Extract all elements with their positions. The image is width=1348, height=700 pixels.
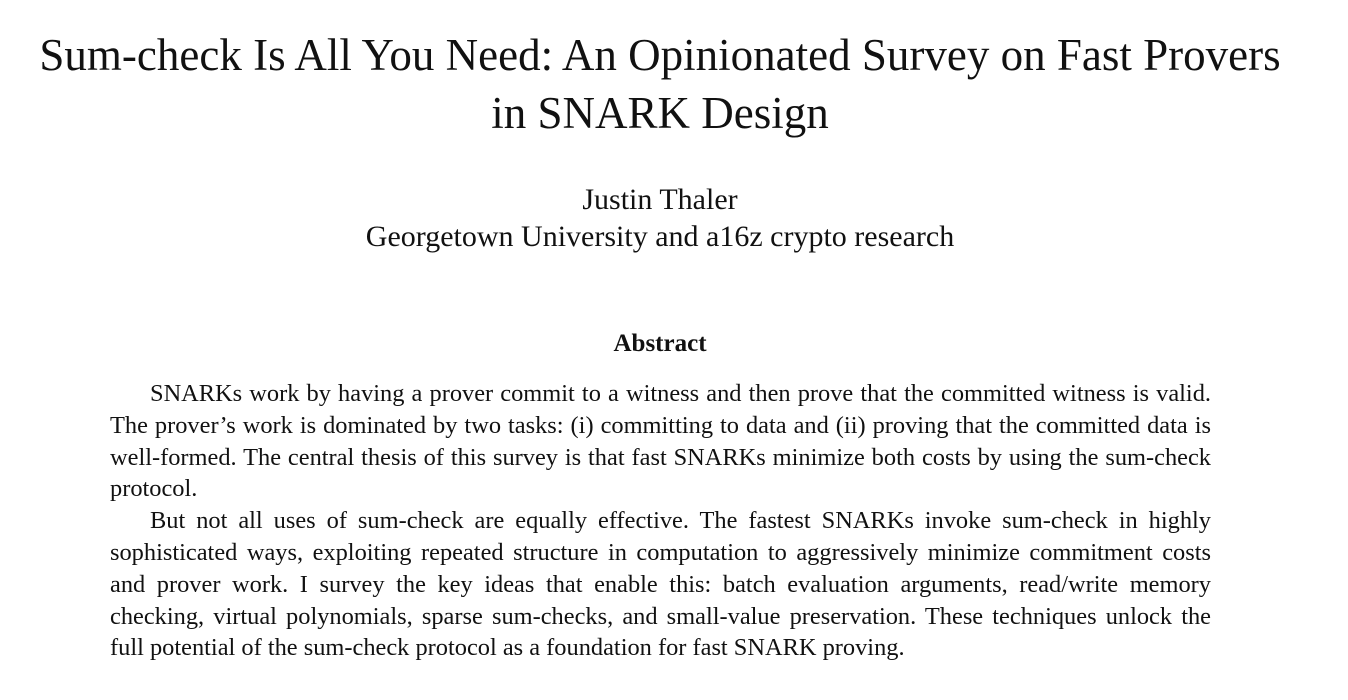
paper-title [20, 26, 1300, 142]
abstract-body [110, 378, 1211, 664]
author-name: Justin Thaler [582, 183, 738, 216]
abstract-paragraph-1: SNARKs work by having a prover commit to a witness and then prove that the committed witness is valid. The prover’s work is dominated by two tasks: (i) committing to data and (ii) proving that the committed data is well-formed. The central thesis of this survey is that fast SNARKs minimize both costs by using the sum-check protocol. [110, 380, 1211, 503]
abstract-heading: Abstract [613, 330, 707, 357]
author-block [20, 181, 1300, 255]
author-affiliation: Georgetown University and a16z crypto research [365, 220, 955, 253]
paper-title-line-2: in SNARK Design [491, 88, 829, 138]
abstract-paragraph-2: But not all uses of sum-check are equally effective. The fastest SNARKs invoke sum-check in highly sophisticated ways, exploiting repeated structure in computation to aggressively minimize commitment costs and prover work. I survey the key ideas that enable this: batch evaluation arguments, read/write memory checking, virtual polynomials, sparse sum-checks, and small-value preservation. These techniques unlock the full potential of the sum-check protocol as a foundation for fast SNARK proving. [110, 507, 1211, 662]
paper-title-line-1: Sum-check Is All You Need: An Opinionated Survey on Fast Provers [39, 30, 1281, 80]
